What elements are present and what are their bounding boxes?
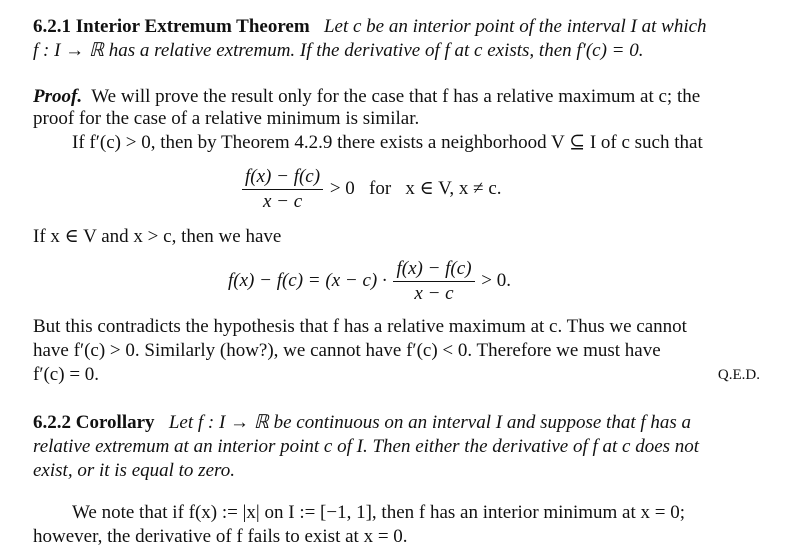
proof-text-line4: If x ∈ V and x > c, then we have: [33, 226, 282, 247]
theorem-text-line1: Let c be an interior point of the interval I at which: [323, 16, 707, 37]
corollary-heading-line: [33, 412, 691, 434]
equation-2-lhs: f(x) − f(c) = (x − c) ·: [228, 269, 387, 291]
equation-2-rest: > 0.: [481, 269, 511, 291]
proof-text-line2: proof for the case of a relative minimum is similar.: [33, 108, 420, 129]
equation-2-fraction: [393, 258, 474, 305]
corollary-text-line3: exist, or it is equal to zero.: [33, 460, 235, 481]
equation-1-rest: > 0 for x ∈ V, x ≠ c.: [329, 177, 502, 199]
equation-1-numerator: f(x) − f(c): [242, 166, 323, 190]
proof-line1: [33, 86, 700, 108]
proof-text-line3: If f′(c) > 0, then by Theorem 4.2.9 there exists a neighborhood V ⊆ I of c such that: [72, 132, 703, 153]
equation-2-denominator: x − c: [414, 283, 454, 304]
theorem-text-line2: f : I → ℝ has a relative extremum. If the derivative of f at c exists, then f′(c) = 0.: [33, 40, 644, 61]
equation-1-denominator: x − c: [262, 191, 303, 212]
proof-text-line5: But this contradicts the hypothesis that f has a relative maximum at c. Thus we cannot: [33, 316, 687, 337]
proof-label: Proof.: [33, 86, 83, 107]
corollary-title: Corollary: [75, 412, 155, 433]
equation-1-fraction: [242, 166, 323, 213]
note-line2: however, the derivative of f fails to exist at x = 0.: [33, 526, 408, 547]
qed-mark: Q.E.D.: [717, 367, 760, 383]
corollary-text-line2: relative extremum at an interior point c of I. Then either the derivative of f at c does not: [33, 436, 700, 457]
theorem-title: Interior Extremum Theorem: [75, 16, 310, 37]
equation-2-numerator: f(x) − f(c): [393, 258, 474, 282]
equation-2: [228, 258, 511, 305]
equation-1: [240, 166, 502, 213]
proof-text-line7: f′(c) = 0.: [33, 364, 100, 385]
theorem-number: 6.2.1: [33, 16, 71, 37]
note-line1: We note that if f(x) := |x| on I := [−1, 1], then f has an interior minimum at x = 0;: [72, 502, 686, 523]
corollary-number: 6.2.2: [33, 412, 71, 433]
proof-text-line1: We will prove the result only for the case that f has a relative maximum at c; the: [91, 86, 701, 107]
theorem-heading-line: [33, 16, 707, 38]
corollary-text-line1: Let f : I → ℝ be continuous on an interval I and suppose that f has a: [168, 412, 692, 433]
proof-text-line6: have f′(c) > 0. Similarly (how?), we cannot have f′(c) < 0. Therefore we must have: [33, 340, 661, 361]
